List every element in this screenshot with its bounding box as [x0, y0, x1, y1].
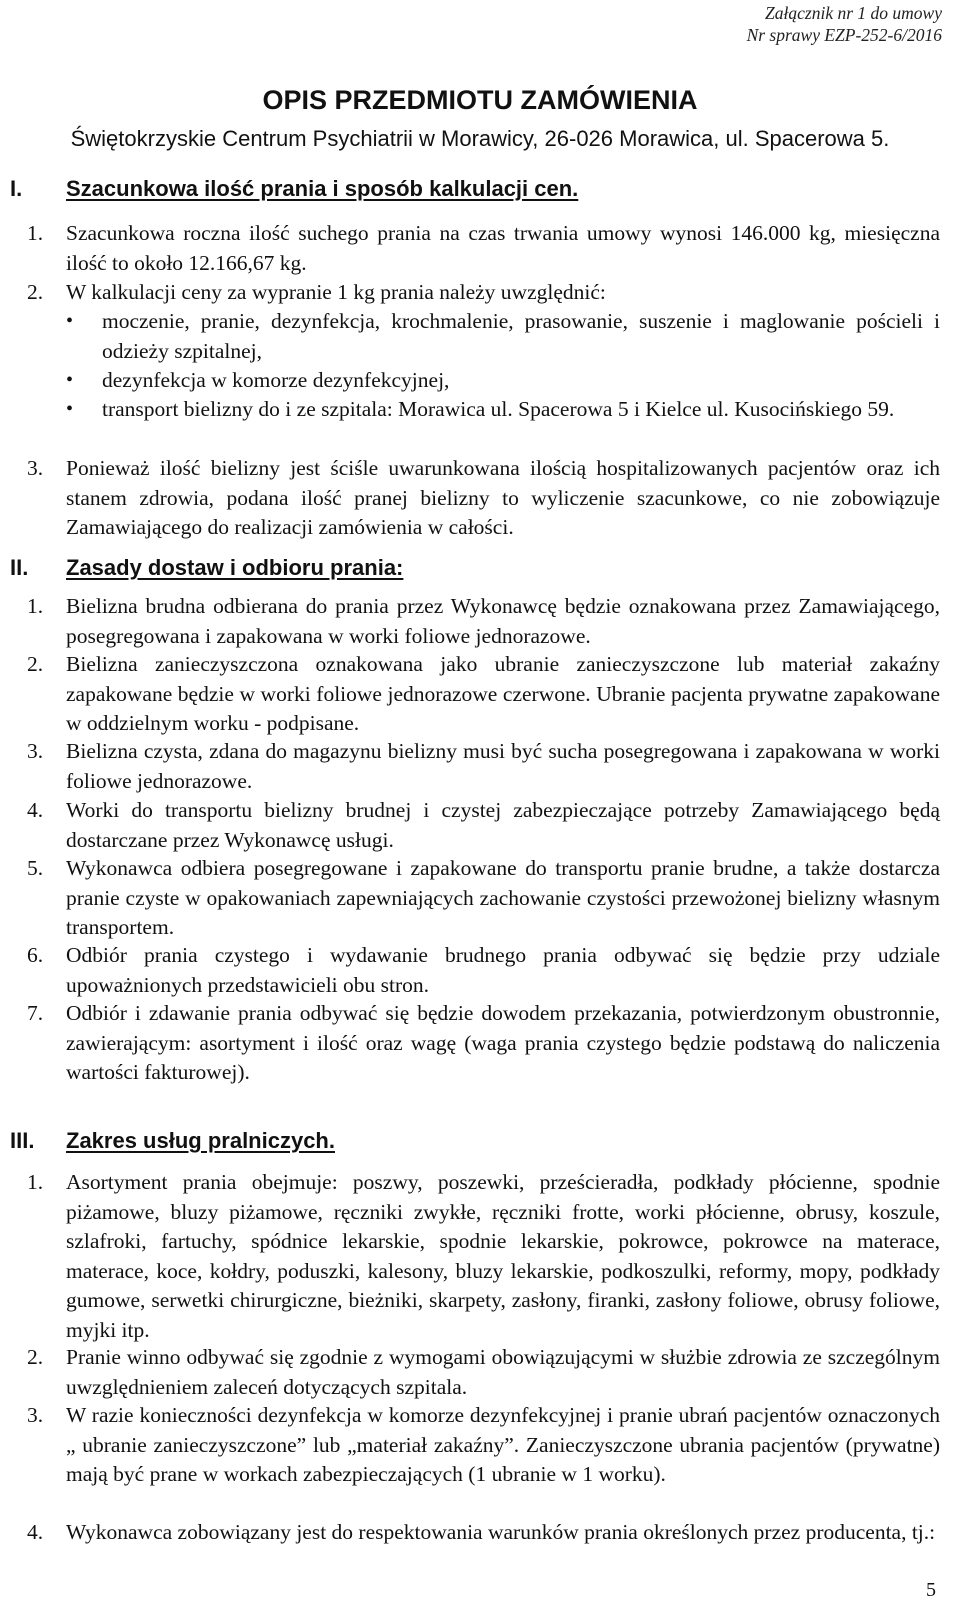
section-title: Zasady dostaw i odbioru prania:	[66, 555, 404, 580]
item-text: W razie konieczności dezynfekcja w komorze dezynfekcyjnej i pranie ubrań pacjentów oznaczonych „ ubranie zanieczyszczone” lub „materiał zakaźny”. Zanieczyszczone ubrania pacjentów (prywatne) mają być prane w workach zabezpieczających (1 ubranie w 1 worku).	[66, 1403, 940, 1486]
item-text: Wykonawca odbiera posegregowane i zapakowane do transportu pranie brudne, a także dostarcza pranie czyste w opakowaniach zapewniających zachowanie czystości przewożonej bielizny własnym transportem.	[66, 856, 940, 939]
item-number: 7.	[27, 1001, 44, 1025]
item-text: Bielizna brudna odbierana do prania przez Wykonawcę będzie oznakowana przez Zamawiającego, posegregowana i zapakowana w worki foliowe jednorazowe.	[66, 594, 940, 648]
item-text: Pranie winno odbywać się zgodnie z wymogami obowiązującymi w służbie zdrowia ze szczególnym uwzględnieniem zaleceń dotyczących szpitala.	[66, 1345, 940, 1399]
page-subtitle: Świętokrzyskie Centrum Psychiatrii w Morawicy, 26-026 Morawica, ul. Spacerowa 5.	[70, 126, 890, 151]
item-number: 5.	[27, 856, 44, 880]
bullet-text: transport bielizny do i ze szpitala: Morawica ul. Spacerowa 5 i Kielce ul. Kusocińskiego 59.	[102, 397, 895, 421]
item-number: 2.	[27, 280, 44, 304]
item-text: Bielizna czysta, zdana do magazynu bielizny musi być sucha posegregowana i zapakowana w worki foliowe jednorazowe.	[66, 739, 940, 793]
item-text: Odbiór prania czystego i wydawanie brudnego prania odbywać się będzie przy udziale upoważnionych przedstawicieli obu stron.	[66, 943, 940, 997]
item-text: Szacunkowa roczna ilość suchego prania na czas trwania umowy wynosi 146.000 kg, miesięczna ilość to około 12.166,67 kg.	[66, 221, 940, 275]
item-number: 3.	[27, 739, 44, 763]
item-text: Ponieważ ilość bielizny jest ściśle uwarunkowana ilością hospitalizowanych pacjentów oraz ich stanem zdrowia, podana ilość pranej bielizny to wyliczenie szacunkowe, co nie zobowiązuje Zamawiającego do realizacji zamówienia w całości.	[66, 456, 940, 539]
item-number: 1.	[27, 594, 44, 618]
item-text: Asortyment prania obejmuje: poszwy, poszewki, prześcieradła, podkłady płócienne, spodnie piżamowe, bluzy piżamowe, ręczniki zwykłe, ręczniki frotte, worki płócienne, obrusy, koszule, szlafroki, fartuchy, spódnice lekarskie, spodnie lekarskie, pokrowce, pokrowce na materace, materace, koce, kołdry, poduszki, kalesony, bluzy lekarskie, podkoszulki, reformy, mopy, podkłady gumowe, serwetki chirurgiczne, bieżniki, skarpety, zasłony, firanki, zasłony foliowe, obrusy foliowe, myjki itp.	[66, 1170, 940, 1342]
item-number: 3.	[27, 456, 44, 480]
item-number: 3.	[27, 1403, 44, 1427]
section-number: II.	[10, 555, 29, 580]
section-title: Zakres usług pralniczych.	[66, 1128, 335, 1153]
item-text: Worki do transportu bielizny brudnej i czystej zabezpieczające potrzeby Zamawiającego będą dostarczane przez Wykonawcę usługi.	[66, 798, 940, 852]
item-text: Odbiór i zdawanie prania odbywać się będzie dowodem przekazania, potwierdzonym obustronnie, zawierającym: asortyment i ilość oraz wagę (waga prania czystego będzie podstawą do naliczenia wartości fakturowej).	[66, 1001, 940, 1084]
bullet-icon: •	[66, 310, 74, 332]
item-number: 4.	[27, 798, 44, 822]
item-number: 2.	[27, 1345, 44, 1369]
bullet-icon: •	[66, 369, 74, 391]
bullet-icon: •	[66, 398, 74, 420]
item-text: Bielizna zanieczyszczona oznakowana jako ubranie zanieczyszczone lub materiał zakaźny zapakowane będzie w worki foliowe jednorazowe czerwone. Ubranie pacjenta prywatne zapakowane w oddzielnym worku - podpisane.	[66, 652, 940, 735]
section-number: III.	[10, 1128, 35, 1153]
attachment-label: Załącznik nr 1 do umowy	[765, 3, 942, 23]
item-text: Wykonawca zobowiązany jest do respektowania warunków prania określonych przez producenta, tj.:	[66, 1520, 936, 1544]
bullet-text: moczenie, pranie, dezynfekcja, krochmalenie, prasowanie, suszenie i maglowanie pościeli i odzieży szpitalnej,	[102, 309, 940, 363]
item-number: 6.	[27, 943, 44, 967]
document-header	[747, 2, 942, 46]
item-number: 1.	[27, 1170, 44, 1194]
section-title: Szacunkowa ilość prania i sposób kalkulacji cen.	[66, 176, 579, 201]
case-number: Nr sprawy EZP-252-6/2016	[746, 25, 942, 45]
page-number: 5	[926, 1578, 936, 1601]
item-number: 4.	[27, 1520, 44, 1544]
item-number: 2.	[27, 652, 44, 676]
bullet-text: dezynfekcja w komorze dezynfekcyjnej,	[102, 368, 450, 392]
item-number: 1.	[27, 221, 44, 245]
page-title: OPIS PRZEDMIOTU ZAMÓWIENIA	[262, 85, 698, 115]
section-number: I.	[10, 176, 23, 201]
item-text: W kalkulacji ceny za wypranie 1 kg prania należy uwzględnić:	[66, 280, 606, 304]
